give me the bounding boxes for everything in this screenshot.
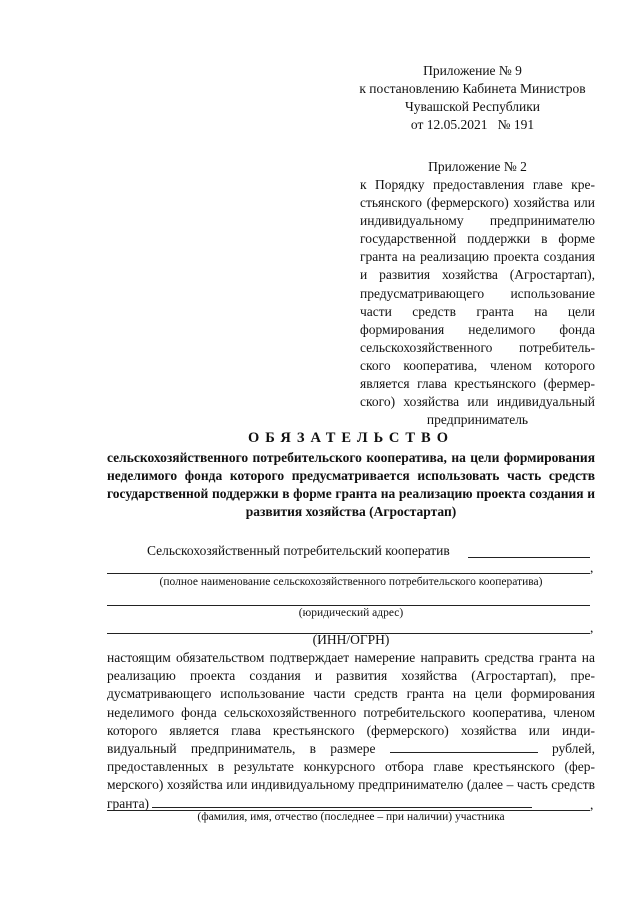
comma-2: , — [590, 620, 594, 635]
appendix-9-title: Приложение № 9 — [423, 63, 522, 78]
coop-label: Сельскохозяйственный потребительский кооператив — [147, 543, 450, 558]
obligation-paragraph — [107, 649, 595, 813]
coop-name-field-line1[interactable] — [468, 557, 590, 558]
obligation-subtitle: сельскохозяйственного потребительского кооператива, на цели формирования неделимого фонда которого предусматривается использовать часть средств государственной поддержки в форме гранта на реализацию проекта создания и развития хозяйства (Агростартап) — [107, 450, 595, 519]
caption-participant: (фамилия, имя, отчество (последнее – при наличии) участника — [197, 811, 505, 823]
appendix-9-header — [350, 62, 595, 134]
appendix-9-republic: Чувашской Республики — [404, 99, 541, 114]
obligation-title: ОБЯЗАТЕЛЬСТВО — [248, 430, 454, 446]
caption-full-name: (полное наименование сельскохозяйственного потребительского кооператива) — [159, 576, 543, 588]
grant-amount-field[interactable] — [390, 741, 538, 753]
paragraph-part-2: рублей, предоставленных в результате конкурсного отбора главе крестьянского (фермерского) хозяйства или индивидуальному предпринимателю (далее – часть средств гранта) — [107, 741, 595, 811]
paragraph-part-1: настоящим обязательством подтверждает намерение направить средства гранта на реализацию проекта создания и развития хозяйства (Агростартап), предусматривающего использование части средств гранта на цели формирования неделимого фонда сельскохозяйственного потребительского кооператива, членом которого является глава крестьянского (фермерского) хозяйства или индивидуальный предприниматель, в размере — [107, 650, 595, 757]
appendix-2-body: к Порядку предоставления главе крестьянского (фермерского) хозяйства или индивидуальному предпринимателю государственной поддержки в форме гранта на реализацию проекта создания и развития хозяйства (Агростартап), предусматривающего использование части средств гранта на цели формирования неделимого фонда сельскохозяйственного потребительского кооператива, членом которого является глава крестьянского (фермерского) хозяйства или индивидуальный предприниматель — [360, 177, 595, 428]
legal-address-field[interactable] — [107, 605, 590, 606]
comma-1: , — [590, 560, 594, 575]
comma-3: , — [590, 797, 594, 812]
appendix-9-date: от 12.05.2021 № 191 — [410, 117, 535, 132]
appendix-9-resolution: к постановлению Кабинета Министров — [359, 81, 586, 96]
caption-address: (юридический адрес) — [298, 607, 404, 619]
coop-name-field-line2[interactable] — [107, 573, 590, 574]
grant-share-field[interactable] — [152, 796, 532, 808]
appendix-2-title: Приложение № 2 — [428, 159, 527, 174]
caption-inn-ogrn: (ИНН/ОГРН) — [312, 632, 390, 647]
